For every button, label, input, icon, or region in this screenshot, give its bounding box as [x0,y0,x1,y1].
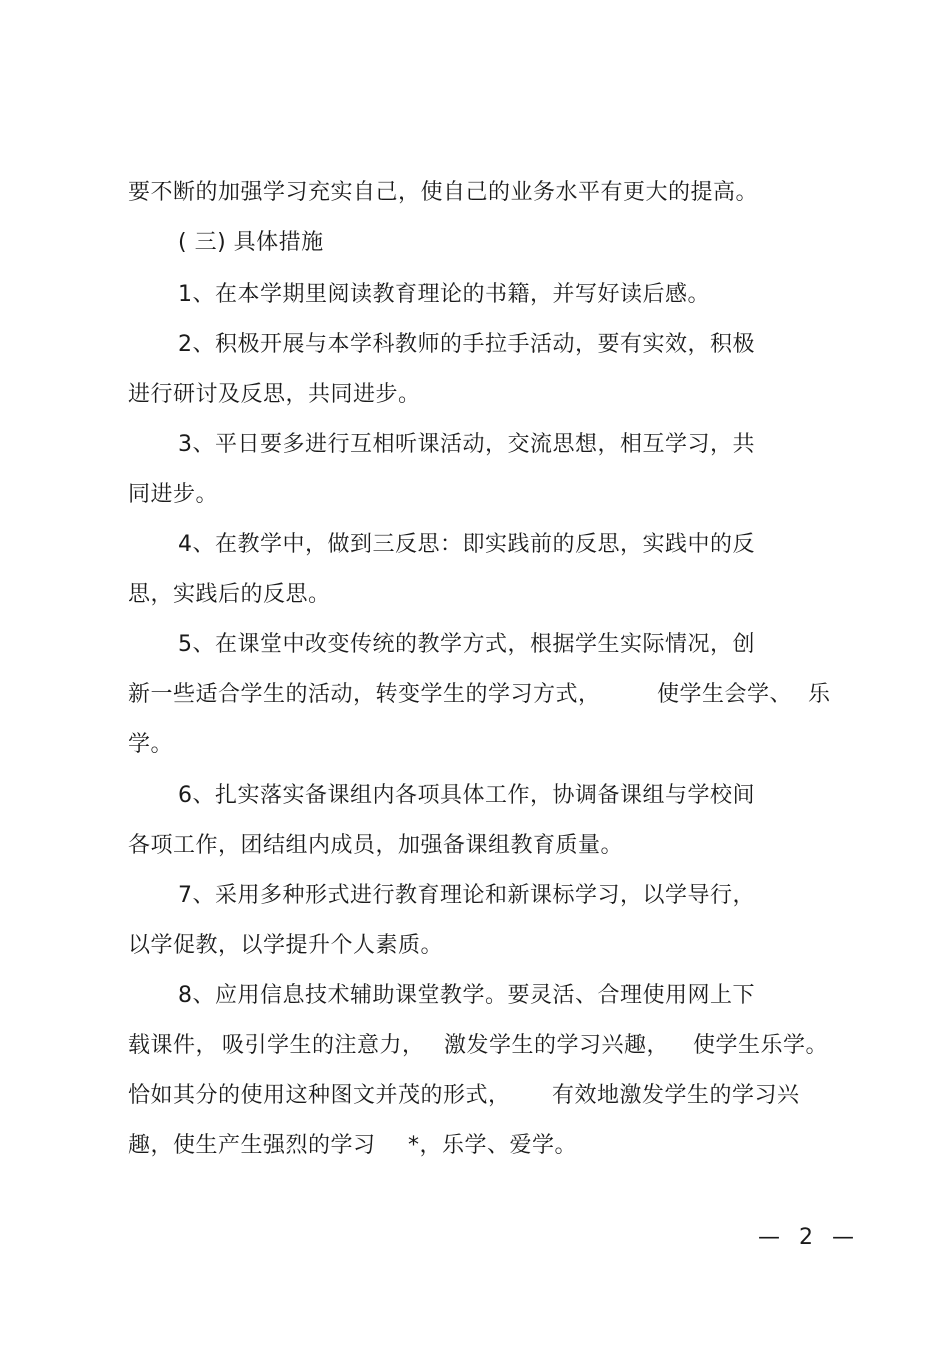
list-item-4: 4、在教学中，做到三反思：即实践前的反思，实践中的反 [178,532,755,557]
list-item-3: 3、平日要多进行互相听课活动，交流思想，相互学习，共 [178,432,755,457]
list-item-8-continuation-g: 趣，使生产生强烈的学习 [128,1133,376,1158]
list-item-7-continuation: 以学促教，以学提升个人素质。 [128,933,444,958]
list-item-6-continuation: 各项工作，团结组内成员，加强备课组教育质量。 [128,833,624,858]
list-item-5-continuation-a: 新一些适合学生的活动，转变学生的学习方式， [128,682,601,707]
page-number: — 2 — [758,1225,860,1250]
list-item-1: 1、在本学期里阅读教育理论的书籍，并写好读后感。 [178,282,710,307]
list-item-8-continuation-f: 有效地激发学生的学习兴 [552,1083,800,1108]
text-line: 要不断的加强学习充实自己，使自己的业务水平有更大的提高。 [128,180,759,205]
list-item-6: 6、扎实落实备课组内各项具体工作，协调备课组与学校间 [178,783,755,808]
list-item-8-continuation-c: 激发学生的学习兴趣， [444,1033,670,1058]
list-item-7: 7、采用多种形式进行教育理论和新课标学习，以学导行， [178,883,755,908]
list-item-8: 8、应用信息技术辅助课堂教学。要灵活、合理使用网上下 [178,983,755,1008]
list-item-8-continuation-a: 载课件， [128,1033,219,1058]
list-item-8-continuation-b: 吸引学生的注意力， [222,1033,425,1058]
list-item-2: 2、积极开展与本学科教师的手拉手活动，要有实效，积极 [178,332,755,357]
list-item-5-continuation-c: 乐 [808,682,831,707]
section-heading: ( 三) 具体措施 [178,230,324,255]
list-item-5-continuation-b: 使学生会学、 [657,682,793,707]
list-item-8-continuation-d: 使学生乐学。 [693,1033,829,1058]
list-item-4-continuation: 思，实践后的反思。 [128,582,331,607]
list-item-2-continuation: 进行研讨及反思，共同进步。 [128,382,421,407]
list-item-8-continuation-h: *，乐学、爱学。 [408,1133,578,1158]
list-item-5: 5、在课堂中改变传统的教学方式，根据学生实际情况，创 [178,632,755,657]
list-item-8-continuation-e: 恰如其分的使用这种图文并茂的形式， [128,1083,511,1108]
list-item-3-continuation: 同进步。 [128,482,219,507]
list-item-5-continuation-d: 学。 [128,732,174,757]
